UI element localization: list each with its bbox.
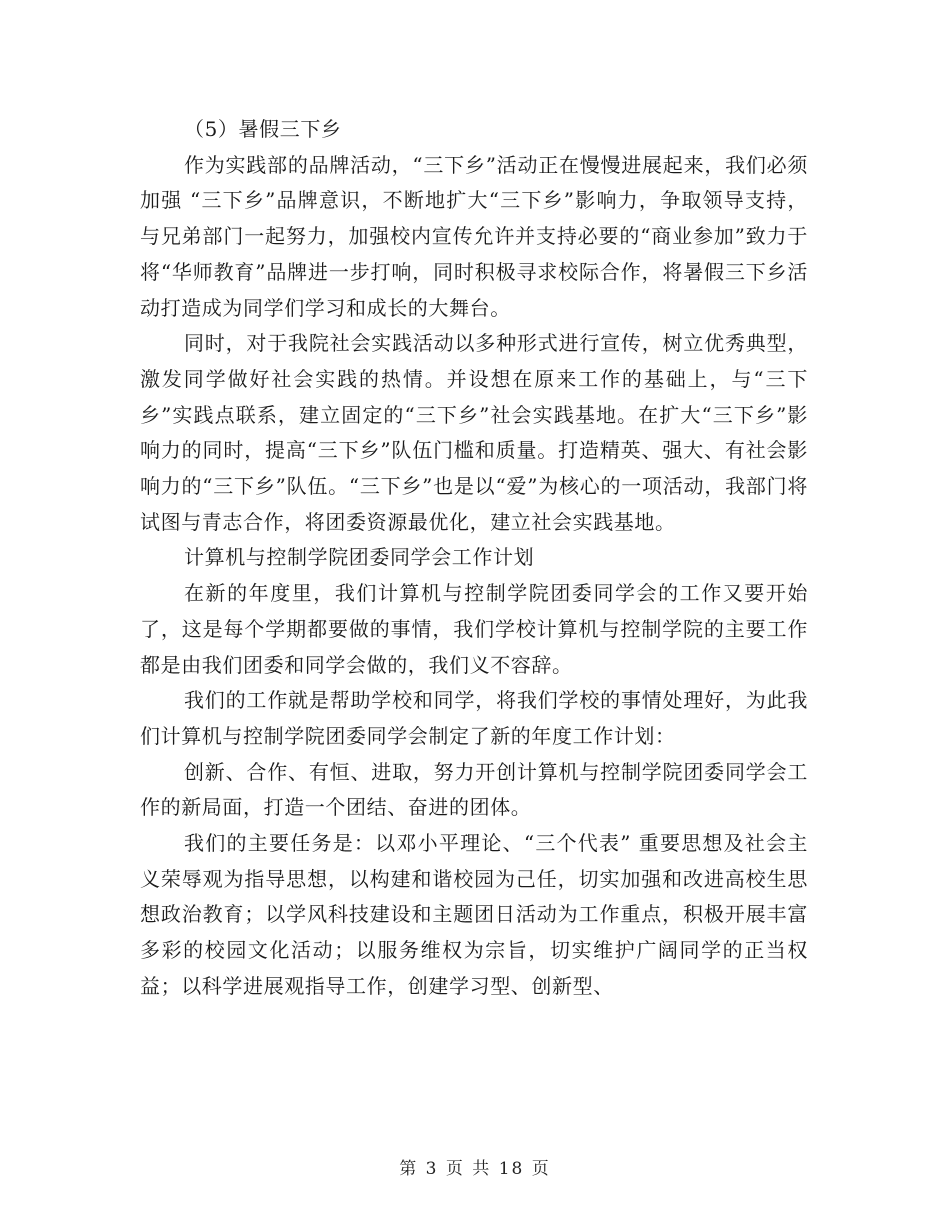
page-footer xyxy=(0,1154,950,1179)
footer-page-number: 3 xyxy=(425,1159,439,1179)
paragraph-motto: 创新、合作、有恒、进取，努力开创计算机与控制学院团委同学会工作的新局面，打造一个团结、奋进的团体。 xyxy=(140,759,808,820)
paragraph-our-work: 我们的工作就是帮助学校和同学，将我们学校的事情处理好，为此我们计算机与控制学院团委同学会制定了新的年度工作计划： xyxy=(140,688,808,748)
paragraph-main-tasks: 我们的主要任务是：以邓小平理论、“三个代表” 重要思想及社会主义荣辱观为指导思想，以构建和谐校园为己任，切实加强和改进高校生思想政治教育；以学风科技建设和主题团日活动为工作重点，积极开展丰富多彩的校园文化活动；以服务维权为宗旨，切实维护广阔同学的正当权益；以科学进展观指导工作，创建学习型、创新型、 xyxy=(140,831,808,998)
section-heading-summer-program: （5）暑假三下乡 xyxy=(184,117,342,141)
paragraph-new-year: 在新的年度里，我们计算机与控制学院团委同学会的工作又要开始了，这是每个学期都要做的事情，我们学校计算机与控制学院的主要工作都是由我们团委和同学会做的，我们义不容辞。 xyxy=(140,581,808,677)
footer-total-pages: 18 xyxy=(498,1159,525,1179)
paragraph-publicity: 同时，对于我院社会实践活动以多种形式进行宣传，树立优秀典型，激发同学做好社会实践的热情。并设想在原来工作的基础上，与“三下乡”实践点联系，建立固定的“三下乡”社会实践基地。在扩大“三下乡”影响力的同时，提高“三下乡”队伍门槛和质量。打造精英、强大、有社会影响力的“三下乡”队伍。“三下乡”也是以“爱”为核心的一项活动，我部门将试图与青志合作，将团委资源最优化，建立社会实践基地。 xyxy=(140,331,808,534)
footer-label-total: 共 xyxy=(472,1159,492,1179)
footer-label-page: 第 xyxy=(399,1159,419,1179)
document-body xyxy=(140,112,808,1005)
paragraph-brand-activity: 作为实践部的品牌活动，“三下乡”活动正在慢慢进展起来，我们必须加强 “三下乡”品牌意识，不断地扩大“三下乡”影响力，争取领导支持，与兄弟部门一起努力，加强校内宣传允许并支持必要的“商业参加”致力于将“华师教育”品牌进一步打响，同时积极寻求校际合作，将暑假三下乡活动打造成为同学们学习和成长的大舞台。 xyxy=(140,152,808,320)
section-heading-work-plan: 计算机与控制学院团委同学会工作计划 xyxy=(184,545,535,570)
footer-label-total-unit: 页 xyxy=(531,1159,551,1179)
footer-label-page-unit: 页 xyxy=(445,1159,465,1179)
